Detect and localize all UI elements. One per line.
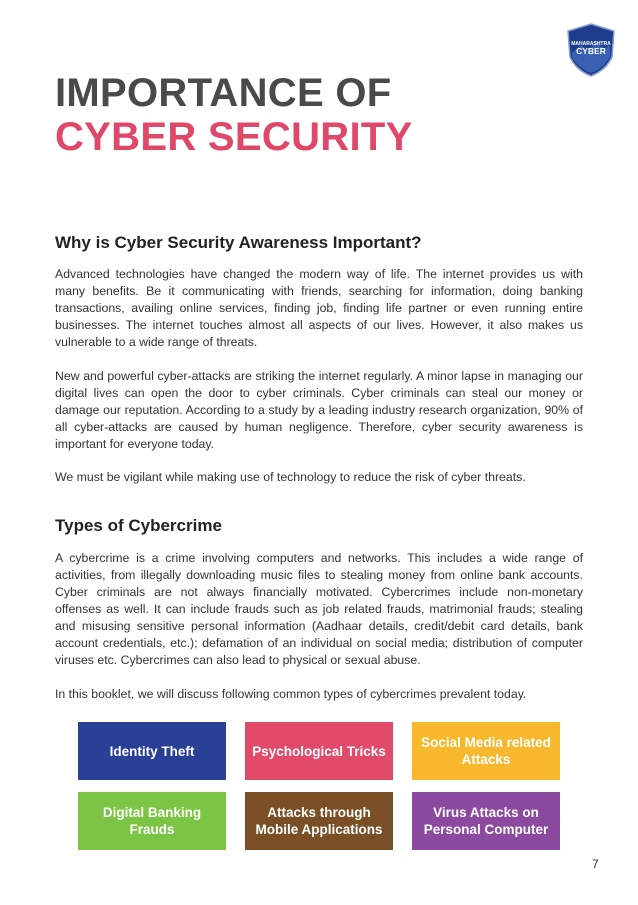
tile-mobile-app-attacks: Attacks through Mobile Applications <box>245 792 393 850</box>
paragraph-booklet-intro: In this booklet, we will discuss following common types of cybercrimes prevalent today. <box>55 687 527 701</box>
svg-text:MAHARASHTRA: MAHARASHTRA <box>571 41 611 47</box>
paragraph-threats: New and powerful cyber-attacks are striking the internet regularly. A minor lapse in managing our digital lives can open the door to cyber criminals. Cyber criminals can steal our money or damage our reputation. According to a study by a leading industry research organization, 90% of all cyber-attacks are caused by human negligence. Therefore, cyber security awareness is important for everyone today. <box>55 369 583 451</box>
section-heading-types: Types of Cybercrime <box>55 516 222 535</box>
tile-identity-theft: Identity Theft <box>78 722 226 780</box>
page-number: 7 <box>592 857 599 871</box>
title-line-2: CYBER SECURITY <box>55 115 413 159</box>
paragraph-cybercrime-definition: A cybercrime is a crime involving computers and networks. This includes a wide range of activities, from illegally downloading music files to stealing money from online bank accounts. Cyber criminals are not always financially motivated. Cybercrimes include non-monetary offenses as well. It can include frauds such as job related frauds, matrimonial frauds; stealing and misusing sensitive personal information (Aadhaar details, credit/debit card details, bank account credentials, etc.); defamation of an individual on social media; distribution of computer viruses etc. Cybercrimes can also lead to physical or sexual abuse. <box>55 551 583 667</box>
title-line-1: IMPORTANCE OF <box>55 71 392 115</box>
maharashtra-cyber-logo <box>566 23 616 77</box>
tile-social-media-attacks: Social Media related Attacks <box>412 722 560 780</box>
shield-icon <box>566 23 616 77</box>
tile-psychological-tricks: Psychological Tricks <box>245 722 393 780</box>
paragraph-vigilant: We must be vigilant while making use of technology to reduce the risk of cyber threats. <box>55 470 526 484</box>
tile-virus-attacks: Virus Attacks on Personal Computer <box>412 792 560 850</box>
svg-text:CYBER: CYBER <box>576 46 606 56</box>
paragraph-intro: Advanced technologies have changed the modern way of life. The internet provides us with many benefits. Be it communicating with friends, searching for information, doing banking transactions, availing online services, finding job, finding life partner or even running entire businesses. The internet touches almost all aspects of our lives. However, it also makes us vulnerable to a wide range of threats. <box>55 267 583 349</box>
section-heading-why: Why is Cyber Security Awareness Important? <box>55 233 422 252</box>
tile-digital-banking-frauds: Digital Banking Frauds <box>78 792 226 850</box>
page-title <box>55 71 413 159</box>
